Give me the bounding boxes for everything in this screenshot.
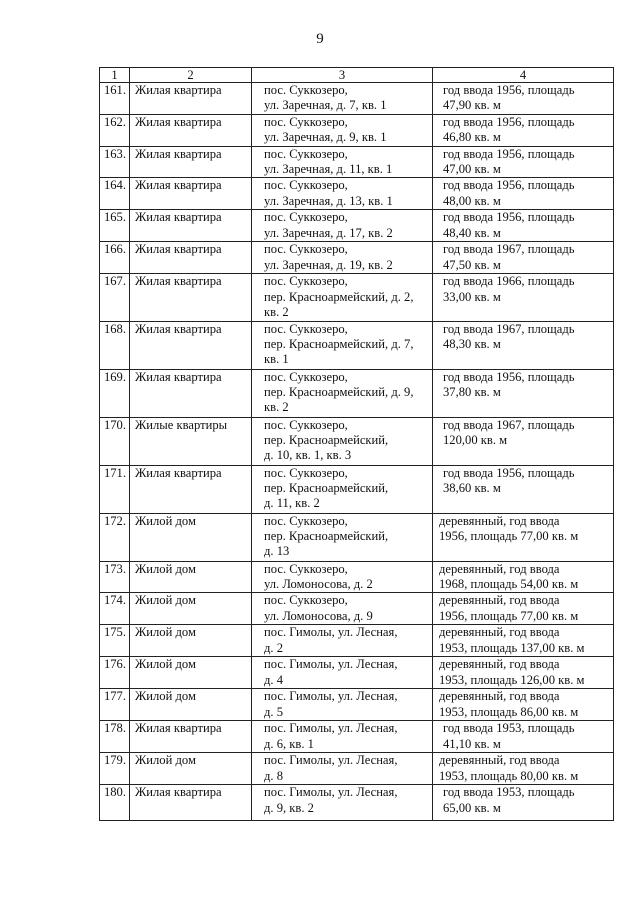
- description-line: 48,40 кв. м: [443, 225, 501, 240]
- description-line: год ввода 1967, площадь: [443, 321, 575, 336]
- address-line: д. 4: [264, 672, 284, 687]
- row-number: 175.: [100, 625, 130, 657]
- address-cell: [252, 689, 433, 721]
- description-line: 1956, площадь 77,00 кв. м: [439, 608, 579, 623]
- description-cell: [433, 274, 614, 321]
- address-line: ул. Заречная, д. 13, кв. 1: [264, 193, 393, 208]
- address-line: пер. Красноармейский,: [264, 433, 389, 448]
- row-number: 167.: [100, 274, 130, 321]
- object-type: Жилая квартира: [130, 465, 252, 513]
- address-cell: [252, 593, 433, 625]
- address-cell: [252, 321, 433, 369]
- table-body: [100, 83, 614, 821]
- object-type: Жилая квартира: [130, 242, 252, 274]
- description-cell: [433, 114, 614, 146]
- row-number: 172.: [100, 513, 130, 561]
- address-line: пос. Гимолы, ул. Лесная,: [264, 753, 398, 768]
- row-number: 163.: [100, 146, 130, 178]
- object-type: Жилой дом: [130, 689, 252, 721]
- table-row: [100, 417, 614, 465]
- description-line: год ввода 1956, площадь: [443, 369, 575, 384]
- description-line: год ввода 1956, площадь: [443, 210, 575, 225]
- address-line: пер. Красноармейский,: [264, 481, 389, 496]
- address-line: пос. Суккозеро,: [264, 561, 348, 576]
- address-line: д. 13: [264, 544, 290, 559]
- description-line: деревянный, год ввода: [439, 657, 560, 672]
- address-cell: [252, 513, 433, 561]
- address-cell: [252, 465, 433, 513]
- address-line: д. 11, кв. 2: [264, 496, 320, 511]
- description-cell: [433, 369, 614, 417]
- row-number: 166.: [100, 242, 130, 274]
- table-row: [100, 178, 614, 210]
- object-type: Жилая квартира: [130, 721, 252, 753]
- description-cell: [433, 593, 614, 625]
- object-type: Жилая квартира: [130, 369, 252, 417]
- address-line: кв. 2: [264, 400, 289, 415]
- table-row: [100, 689, 614, 721]
- address-line: пос. Суккозеро,: [264, 369, 348, 384]
- object-type: Жилая квартира: [130, 274, 252, 321]
- object-type: Жилой дом: [130, 657, 252, 689]
- description-line: год ввода 1953, площадь: [443, 785, 575, 800]
- address-cell: [252, 369, 433, 417]
- description-line: 120,00 кв. м: [443, 433, 508, 448]
- table-row: [100, 657, 614, 689]
- address-line: пос. Суккозеро,: [264, 513, 348, 528]
- row-number: 173.: [100, 561, 130, 593]
- table-row: [100, 274, 614, 321]
- page-number: 9: [316, 31, 324, 47]
- table-row: [100, 114, 614, 146]
- description-line: 48,00 кв. м: [443, 193, 501, 208]
- address-cell: [252, 625, 433, 657]
- address-line: пос. Гимолы, ул. Лесная,: [264, 657, 398, 672]
- table-row: [100, 83, 614, 115]
- description-cell: [433, 146, 614, 178]
- table-row: [100, 625, 614, 657]
- description-line: год ввода 1956, площадь: [443, 114, 575, 129]
- address-line: пос. Суккозеро,: [264, 321, 348, 336]
- object-type: Жилая квартира: [130, 178, 252, 210]
- address-cell: [252, 657, 433, 689]
- description-line: 33,00 кв. м: [443, 289, 501, 304]
- description-line: деревянный, год ввода: [439, 753, 560, 768]
- description-line: год ввода 1967, площадь: [443, 242, 575, 257]
- description-line: деревянный, год ввода: [439, 513, 560, 528]
- row-number: 177.: [100, 689, 130, 721]
- description-line: год ввода 1956, площадь: [443, 178, 575, 193]
- table-row: [100, 785, 614, 821]
- address-cell: [252, 561, 433, 593]
- description-line: 1968, площадь 54,00 кв. м: [439, 577, 579, 592]
- table-row: [100, 146, 614, 178]
- description-cell: [433, 321, 614, 369]
- address-line: пос. Суккозеро,: [264, 114, 348, 129]
- address-line: д. 2: [264, 640, 284, 655]
- table-row: [100, 465, 614, 513]
- row-number: 165.: [100, 210, 130, 242]
- object-type: Жилой дом: [130, 625, 252, 657]
- table-row: [100, 593, 614, 625]
- address-line: пос. Суккозеро,: [264, 178, 348, 193]
- address-cell: [252, 114, 433, 146]
- row-number: 170.: [100, 417, 130, 465]
- description-cell: [433, 625, 614, 657]
- address-line: пос. Суккозеро,: [264, 210, 348, 225]
- description-line: год ввода 1953, площадь: [443, 721, 575, 736]
- address-line: пос. Гимолы, ул. Лесная,: [264, 721, 398, 736]
- row-number: 179.: [100, 753, 130, 785]
- row-number: 171.: [100, 465, 130, 513]
- object-type: Жилой дом: [130, 753, 252, 785]
- row-number: 162.: [100, 114, 130, 146]
- address-line: пос. Суккозеро,: [264, 593, 348, 608]
- address-line: кв. 2: [264, 305, 289, 320]
- row-number: 180.: [100, 785, 130, 821]
- description-line: год ввода 1956, площадь: [443, 83, 575, 97]
- property-table: [99, 67, 614, 821]
- address-line: ул. Заречная, д. 17, кв. 2: [264, 225, 393, 240]
- address-line: пос. Суккозеро,: [264, 146, 348, 161]
- description-line: 47,90 кв. м: [443, 98, 501, 113]
- description-cell: [433, 753, 614, 785]
- address-cell: [252, 753, 433, 785]
- description-cell: [433, 178, 614, 210]
- row-number: 178.: [100, 721, 130, 753]
- description-line: год ввода 1966, площадь: [443, 274, 575, 289]
- description-line: 47,50 кв. м: [443, 257, 501, 272]
- description-line: деревянный, год ввода: [439, 689, 560, 704]
- address-line: ул. Заречная, д. 9, кв. 1: [264, 130, 387, 145]
- address-line: пос. Суккозеро,: [264, 417, 348, 432]
- address-line: пос. Суккозеро,: [264, 274, 348, 289]
- description-line: 38,60 кв. м: [443, 481, 501, 496]
- address-line: ул. Заречная, д. 7, кв. 1: [264, 98, 387, 113]
- description-line: деревянный, год ввода: [439, 593, 560, 608]
- description-line: 1953, площадь 126,00 кв. м: [439, 672, 585, 687]
- header-col-4: 4: [433, 68, 614, 83]
- row-number: 169.: [100, 369, 130, 417]
- address-cell: [252, 146, 433, 178]
- address-cell: [252, 210, 433, 242]
- description-line: 1956, площадь 77,00 кв. м: [439, 529, 579, 544]
- header-col-1: 1: [100, 68, 130, 83]
- object-type: Жилой дом: [130, 513, 252, 561]
- address-cell: [252, 242, 433, 274]
- object-type: Жилая квартира: [130, 146, 252, 178]
- description-cell: [433, 242, 614, 274]
- address-line: пер. Красноармейский, д. 9,: [264, 385, 414, 400]
- description-line: 65,00 кв. м: [443, 800, 501, 815]
- address-line: пос. Гимолы, ул. Лесная,: [264, 785, 398, 800]
- object-type: Жилая квартира: [130, 785, 252, 821]
- description-line: 48,30 кв. м: [443, 337, 501, 352]
- address-cell: [252, 274, 433, 321]
- address-line: пос. Суккозеро,: [264, 242, 348, 257]
- address-cell: [252, 417, 433, 465]
- table-row: [100, 369, 614, 417]
- address-line: д. 9, кв. 2: [264, 800, 314, 815]
- description-line: 1953, площадь 137,00 кв. м: [439, 640, 585, 655]
- description-cell: [433, 689, 614, 721]
- description-cell: [433, 513, 614, 561]
- description-line: 1953, площадь 80,00 кв. м: [439, 768, 579, 783]
- table-row: [100, 210, 614, 242]
- row-number: 164.: [100, 178, 130, 210]
- table-row: [100, 242, 614, 274]
- description-line: 37,80 кв. м: [443, 385, 501, 400]
- object-type: Жилая квартира: [130, 114, 252, 146]
- address-line: пос. Гимолы, ул. Лесная,: [264, 689, 398, 704]
- address-line: д. 6, кв. 1: [264, 736, 314, 751]
- address-line: пос. Суккозеро,: [264, 465, 348, 480]
- address-line: д. 8: [264, 768, 284, 783]
- address-line: пос. Гимолы, ул. Лесная,: [264, 625, 398, 640]
- description-cell: [433, 83, 614, 115]
- description-line: 47,00 кв. м: [443, 162, 501, 177]
- table-row: [100, 321, 614, 369]
- object-type: Жилой дом: [130, 593, 252, 625]
- address-cell: [252, 178, 433, 210]
- address-line: ул. Заречная, д. 19, кв. 2: [264, 257, 393, 272]
- address-line: д. 5: [264, 704, 284, 719]
- description-cell: [433, 417, 614, 465]
- description-line: 1953, площадь 86,00 кв. м: [439, 704, 579, 719]
- table-row: [100, 513, 614, 561]
- address-line: пер. Красноармейский, д. 7,: [264, 337, 414, 352]
- description-cell: [433, 721, 614, 753]
- address-line: пер. Красноармейский,: [264, 529, 389, 544]
- header-col-2: 2: [130, 68, 252, 83]
- address-line: пер. Красноармейский, д. 2,: [264, 289, 414, 304]
- object-type: Жилой дом: [130, 561, 252, 593]
- description-line: год ввода 1967, площадь: [443, 417, 575, 432]
- header-row: [100, 68, 614, 83]
- address-line: кв. 1: [264, 352, 289, 367]
- table-row: [100, 561, 614, 593]
- description-line: деревянный, год ввода: [439, 625, 560, 640]
- address-cell: [252, 721, 433, 753]
- object-type: Жилые квартиры: [130, 417, 252, 465]
- description-line: год ввода 1956, площадь: [443, 146, 575, 161]
- description-line: 46,80 кв. м: [443, 130, 501, 145]
- description-cell: [433, 465, 614, 513]
- address-cell: [252, 785, 433, 821]
- address-cell: [252, 83, 433, 115]
- object-type: Жилая квартира: [130, 83, 252, 115]
- header-col-3: 3: [252, 68, 433, 83]
- address-line: ул. Ломоносова, д. 2: [264, 577, 373, 592]
- description-line: 41,10 кв. м: [443, 736, 501, 751]
- row-number: 174.: [100, 593, 130, 625]
- description-cell: [433, 210, 614, 242]
- address-line: пос. Суккозеро,: [264, 83, 348, 97]
- row-number: 168.: [100, 321, 130, 369]
- address-line: д. 10, кв. 1, кв. 3: [264, 448, 352, 463]
- table-row: [100, 753, 614, 785]
- description-line: год ввода 1956, площадь: [443, 465, 575, 480]
- object-type: Жилая квартира: [130, 210, 252, 242]
- address-line: ул. Ломоносова, д. 9: [264, 608, 373, 623]
- table-row: [100, 721, 614, 753]
- description-cell: [433, 785, 614, 821]
- description-cell: [433, 657, 614, 689]
- description-cell: [433, 561, 614, 593]
- object-type: Жилая квартира: [130, 321, 252, 369]
- description-line: деревянный, год ввода: [439, 561, 560, 576]
- address-line: ул. Заречная, д. 11, кв. 1: [264, 162, 393, 177]
- row-number: 176.: [100, 657, 130, 689]
- row-number: 161.: [100, 83, 130, 115]
